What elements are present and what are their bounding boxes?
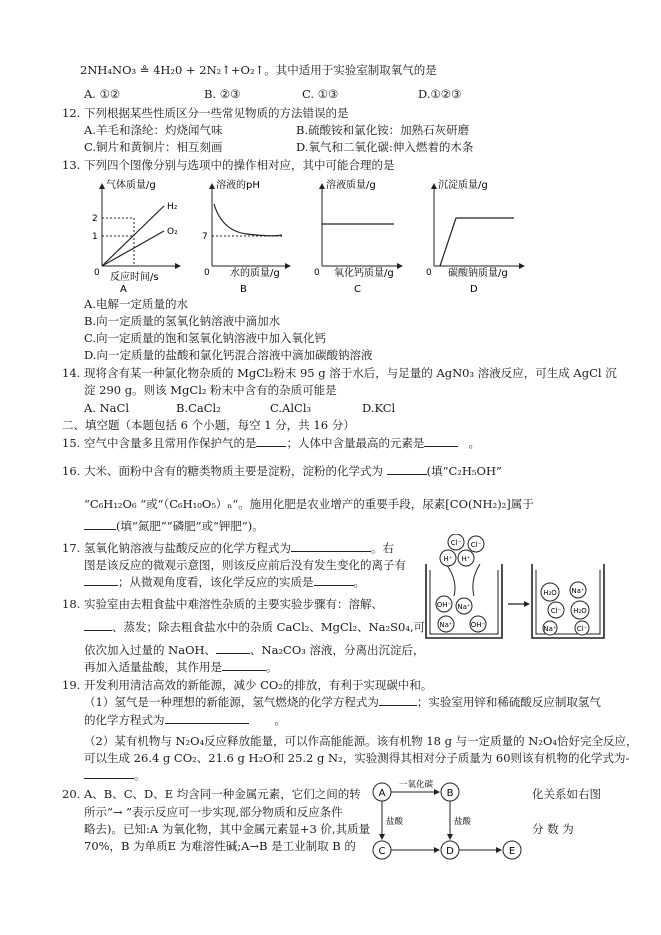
q15-blank-2[interactable]: [424, 446, 458, 447]
q20-line3: 略去)。已知:A 为氧化物，其中金属元素显+3 价,其质量: [84, 822, 371, 836]
q18-text-3a: 依次加入过量的 NaOH、: [84, 643, 217, 657]
node-e-label: E: [508, 846, 516, 857]
q17-text-1: 17. 氢氧化钠溶液与盐酸反应的化学方程式为: [62, 541, 291, 555]
q12-option-c[interactable]: C.铜片和黄铜片：相互刻画: [84, 140, 223, 154]
q18-text-3b: 、Na₂CO₃ 溶液，分离出沉淀后，: [250, 643, 425, 657]
ion-r-cl-2-label: Cl⁻: [576, 625, 588, 633]
graph-d-curve: [440, 218, 514, 266]
beaker-right: [532, 564, 604, 638]
edge-a-b-label: 一氧化碳: [398, 780, 434, 790]
q20-line2: 所示“→ ”表示反应可一步实现,部分物质和反应条件: [84, 805, 343, 819]
ion-oh-2-label: OH⁻: [470, 621, 486, 629]
q20-line3b: 分 数 为: [532, 822, 574, 836]
q17-line2: 图是该反应的微观示意图，则该反应前后没有发生变化的离子有: [84, 558, 406, 572]
q18-text-4a: 再加入适量盐酸，其作用是: [84, 660, 222, 674]
q13-option-c[interactable]: C.向一定质量的饱和氢氧化钠溶液中加入氧化钙: [84, 331, 327, 345]
q18-blank-3[interactable]: [222, 670, 266, 671]
graph-b-ytick-7: 7: [202, 232, 208, 242]
graph-c-xlabel: 氧化钙质量/g: [334, 268, 394, 279]
q19-text-6b: 。: [134, 768, 146, 782]
q17-blank-2[interactable]: [84, 585, 118, 586]
ion-oh-1-label: OH⁻: [436, 601, 452, 609]
q17-line3: [84, 575, 365, 589]
graph-a-tag: A: [120, 284, 127, 294]
q15-text-c: 。: [468, 436, 480, 450]
q15-line: [62, 436, 480, 450]
ion-h-1-label: H⁺: [443, 555, 453, 563]
q13-option-b[interactable]: B.向一定质量的氢氧化钠溶液中滴加水: [84, 314, 281, 328]
q14-line1: 14. 现将含有某一种氯化物杂质的 MgCl₂粉末 95 g 溶于水后，与足量的 AgN0₃ 溶液反应，可生成 AgCl 沉: [62, 366, 617, 380]
q12-option-a[interactable]: A.羊毛和涤纶：灼烧闻气味: [84, 123, 223, 137]
ion-cl-1-label: Cl⁻: [450, 539, 462, 547]
q20-line4: 70%，B 为单质E 为难溶性碱;A→B 是工业制取 B 的: [84, 839, 356, 853]
q14-option-a[interactable]: A. NaCl: [84, 401, 130, 415]
graph-d-origin: 0: [426, 268, 432, 278]
q19-line2: [84, 695, 601, 709]
ion-na-2-label: Na⁺: [439, 621, 453, 629]
q17-line1: [62, 541, 394, 555]
q18-text-4b: 。: [266, 660, 278, 674]
q11-option-a[interactable]: A. ①②: [84, 87, 121, 101]
ion-h-2-label: H⁺: [461, 555, 471, 563]
node-d-label: D: [446, 846, 454, 857]
q20-line1b: 化关系如右图: [532, 787, 601, 801]
q17-blank-3[interactable]: [314, 585, 354, 586]
q19-line5: 可以生成 26.4 g CO₂、21.6 g H₂O和 25.2 g N₂，实验测得其相对分子质量为 60则该有机物的化学式为-: [84, 751, 630, 765]
q17-text-1b: 。右: [370, 541, 394, 555]
q16-text-1b: (填“C₂H₅OH”: [426, 464, 502, 478]
graph-a-ytick-1: 1: [92, 232, 98, 242]
graph-c-ylabel: 溶液质量/g: [326, 180, 376, 191]
q15-text-b: ；人体中含量最高的元素是: [286, 436, 425, 450]
q14-line2: 淀 290 g。则该 MgCl₂ 粉末中含有的杂质可能是: [84, 383, 337, 397]
q12-option-b[interactable]: B.硫酸铵和氯化铵：加熟石灰研磨: [296, 123, 470, 137]
q16-blank-2[interactable]: [84, 529, 116, 530]
q18-blank-2[interactable]: [216, 653, 250, 654]
q18-blank-1[interactable]: [84, 630, 112, 631]
graph-c-origin: 0: [314, 268, 320, 278]
graph-d-tag: D: [470, 284, 478, 294]
q20-conversion-diagram: [368, 778, 532, 866]
graph-d-xlabel: 碳酸钠质量/g: [448, 268, 508, 279]
q13-stem: 13. 下列四个图像分别与选项中的操作相对应，其中可能合理的是: [62, 158, 395, 172]
graph-b-origin: 0: [204, 268, 210, 278]
node-b-label: B: [446, 788, 454, 799]
q16-blank-1[interactable]: [387, 474, 427, 475]
ion-r-na-2-label: Na⁺: [543, 625, 557, 633]
q19-blank-1[interactable]: [379, 705, 417, 706]
q14-option-b[interactable]: B.CaCl₂: [176, 401, 221, 415]
graph-c: [314, 178, 402, 294]
q19-text-3b: 。: [274, 713, 286, 727]
q19-text-2b: ；实验室用锌和稀硫酸反应制取氢气: [416, 695, 601, 709]
ion-r-na-1-label: Na⁺: [571, 587, 585, 595]
beaker-left: [426, 534, 502, 638]
graph-b-curve: [214, 204, 282, 236]
q12-stem: 12. 下列根据某些性质区分一些常见物质的方法错误的是: [62, 106, 349, 120]
ion-na-1-label: Na⁺: [457, 603, 471, 611]
section-2-title: 二、填空题（本题包括 6 个小题，每空 1 分，共 16 分）: [62, 418, 355, 432]
edge-a-c-label: 盐酸: [386, 817, 404, 827]
graph-b: [202, 178, 290, 294]
q15-blank-1[interactable]: [256, 446, 286, 447]
mol-h2o-1-label: H₂O: [543, 589, 557, 597]
ion-r-cl-1-label: Cl⁻: [550, 607, 562, 615]
q13-option-d[interactable]: D.向一定质量的盐酸和氯化钙混合溶液中滴加碳酸钠溶液: [84, 348, 373, 362]
q19-line6: [84, 768, 146, 782]
mol-h2o-2-label: H₂O: [573, 607, 587, 615]
q17-text-3b: 。: [353, 575, 365, 589]
q17-text-3a: ；从微观角度看，该化学反应的实质是: [118, 575, 314, 589]
graph-a-ytick-2: 2: [92, 214, 98, 224]
q11-option-c[interactable]: C. ①③: [302, 87, 339, 101]
q18-line3: [84, 643, 425, 657]
q16-text-3: (填“氮肥”“磷肥”或“钾肥”)。: [116, 519, 264, 533]
q13-graphs: [72, 176, 532, 294]
ion-cl-2-label: Cl⁻: [470, 541, 482, 549]
q16-line1: [62, 464, 502, 478]
q18-line2: [84, 620, 425, 634]
node-c-label: C: [378, 846, 386, 857]
q18-line4: [84, 660, 278, 674]
q18-line1: 18. 实验室由去粗食盐中难溶性杂质的主要实验步骤有：溶解、: [62, 597, 383, 611]
q14-option-d[interactable]: D.KCl: [362, 401, 396, 415]
graph-a-ylabel: 气体质量/g: [106, 180, 156, 191]
q17-beaker-diagram: [418, 534, 606, 644]
q11-option-b[interactable]: B. ②③: [204, 87, 241, 101]
q19-line3: [84, 713, 286, 727]
q16-line3: [84, 519, 264, 533]
q11-option-d[interactable]: D.①②③: [418, 87, 462, 101]
graph-a-xlabel: 反应时间/s: [110, 272, 159, 283]
graph-b-xlabel: 水的质量/g: [230, 268, 280, 279]
graph-a-origin: 0: [94, 268, 100, 278]
q19-text-3a: 的化学方程式为: [84, 713, 165, 727]
q16-text-1: 16. 大米、面粉中含有的糖类物质主要是淀粉，淀粉的化学式为: [62, 464, 383, 478]
q13-option-a[interactable]: A.电解一定质量的水: [84, 297, 188, 311]
q16-line2: “C₆H₁₂O₆ “或“（C₆H₁₀O₅）ₙ“。施用化肥是农业增产的重要手段，尿素[CO(NH₂)₂]属于: [84, 497, 534, 511]
q19-blank-2[interactable]: [165, 723, 249, 724]
q11-equation: 2NH₄NO₃ ≗ 4H₂0 + 2N₂↑+O₂↑。其中适用于实验室制取氧气的是: [80, 63, 437, 77]
q19-text-2a: （1）氢气是一种理想的新能源，氢气燃烧的化学方程式为: [84, 695, 379, 709]
graph-b-ylabel: 溶液的pH: [216, 180, 260, 191]
q17-blank-1[interactable]: [291, 551, 371, 552]
q19-line1: 19. 开发利用清洁高效的新能源，减少 CO₂的排放，有利于实现碳中和。: [62, 678, 433, 692]
graph-d: [426, 178, 524, 294]
q19-blank-3[interactable]: [84, 778, 134, 779]
graph-b-tag: B: [240, 284, 247, 294]
graph-a-h2-label: H₂: [167, 202, 178, 212]
graph-a: [92, 178, 180, 294]
q19-line4: （2）某有机物与 N₂O₄反应释放能量，可以作高能能源。该有机物 18 g 与一定质量的 N₂O₄恰好完全反应，: [84, 734, 638, 748]
q12-option-d[interactable]: D.氧气和二氧化碳:伸入燃着的木条: [296, 140, 474, 154]
graph-a-o2-label: O₂: [167, 227, 178, 237]
q18-text-2a: 、蒸发；除去粗食盐水中的杂质 CaCl₂、MgCl₂、Na₂S0₄,可: [112, 620, 426, 634]
node-a-label: A: [378, 788, 386, 799]
graph-c-tag: C: [354, 284, 361, 294]
edge-b-d-label: 盐酸: [454, 817, 472, 827]
q15-text-a: 15. 空气中含量多且常用作保护气的是: [62, 436, 257, 450]
q14-option-c[interactable]: C.AlCl₃: [270, 401, 312, 415]
q20-line1: 20. A、B、C、D、E 均含同一种金属元素，它们之间的转: [62, 787, 361, 801]
graph-d-ylabel: 沉淀质量/g: [438, 180, 488, 191]
